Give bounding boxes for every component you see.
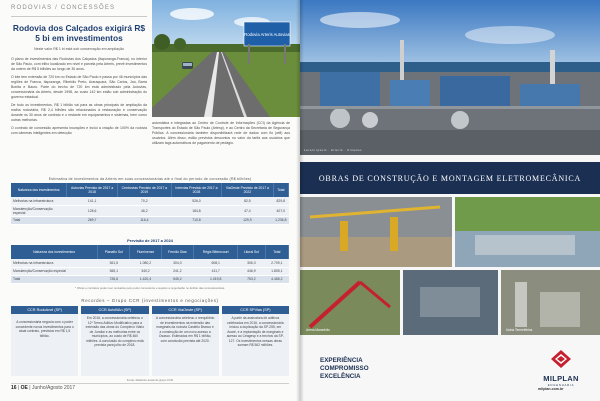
table-header: Planalto Sul [98, 245, 130, 259]
ad-url[interactable]: milplan.com.br [538, 387, 564, 391]
table-header: Natureza dos investimentos [11, 245, 98, 259]
recordes-box-head: CCR AutoBAn (SP) [81, 306, 148, 314]
advertisement-page [300, 0, 600, 401]
table-cell: 446,9 [238, 267, 266, 275]
milplan-logo [536, 350, 586, 387]
page-number: 16 [11, 385, 17, 391]
table-header: Litoral Sul [238, 245, 266, 259]
recordes-source: Fonte: Relatório anual do grupo CCR [126, 378, 174, 382]
table-cell: Melhorias na infraestrutura [11, 259, 98, 267]
plant-illustration [300, 0, 600, 155]
recordes-box-body: A partir da assinatura de aditivos celebrados em 2016, a concessionária iniciou a duplicação da SP-255, em Avaré, e a implantação de marginais e acesso ao Ceagesp e a trechos da SP-127. Os investimentos nessas obras somam R$ 562 milhões. [226, 316, 285, 347]
table-cell: 340,2 [130, 267, 161, 275]
investment-table-arteris [11, 175, 289, 225]
table-cell: 82,5 [222, 197, 273, 205]
table-cell: 306,3 [238, 259, 266, 267]
table-cell: Total [11, 275, 98, 283]
table-cell: 1.805,1 [265, 267, 288, 275]
page-footer [11, 385, 75, 391]
table-cell: 1.019,8 [194, 275, 238, 283]
recordes-box-head: CCR ViaOeste (SP) [152, 306, 219, 314]
recordes-box-body: A concessionária celebrou o reequilíbrio de investimentos na extensão das marginais da rodovia Castello Branco e a construção de um novo acesso a Osasco. Estimados em R$ 1 bilhão, com conclusão prevista até 2020. [155, 316, 215, 343]
article-subhead: Neste valor R$ 1 bi está sob conservação em ampliação [34, 47, 124, 51]
tagline-line: COMPROMISSO [320, 365, 369, 372]
tagline-line: EXPERIÊNCIA [320, 357, 363, 364]
paragraph: O plano de investimentos das Rodovias dos Calçados (Itaporanga-Franca), no interior de São Paulo, com trilho localizado em nível e parcela pela Arteris, prevê investimentos da ordem de R$ 5 bilhões ao longo de 30 anos. [11, 57, 147, 71]
table-cell: 407,0 [273, 205, 288, 216]
table-cell: 1.236,8 [273, 216, 288, 224]
table-cell: 46,2 [117, 205, 171, 216]
investment-table-2017-2024 [11, 236, 289, 290]
magazine-name: OE [20, 385, 28, 391]
table-footnote: * Obras e contratos podem ser revisados pelo poder concedente e sujeitos a negociação no âmbito das concessionárias. [74, 285, 226, 290]
table-header: Total [273, 183, 288, 197]
table-cell: 753,2 [238, 275, 266, 283]
recordes-box-head: CCR RodoAnel (SP) [11, 306, 78, 314]
paragraph: automática e integradas ao Centro de Controle de Informações (CCI) da Agência de Transportes do Estado de São Paulo (Artesp), e ao Centro da Secretaria de Segurança Pública. A concessionária também disponibilizará rede de dados com fio (wifi) aos usuários. Além disso, estão previstos descontos no valor da tarifa aos usuários que utilizam tags automáticos de pagamento de pedágio. [152, 121, 290, 145]
ad-photo-collage [300, 197, 600, 335]
table-cell: Melhorias na infraestrutura [11, 197, 67, 205]
recordes-box-body: Em 2016, a concessionária celebrou o 12º Termo Aditivo Modificativo para a extensão das obras do Complexo Viário de Jundiaí e as melhorias entre os municípios, ao custo de R$ 460 milhões. A conclusão do complexo está prevista para julho de 2018. [85, 316, 145, 347]
table-header: ViaOeste Previsto de 2017 a 2022 [222, 183, 273, 197]
table-cell: 829,8 [273, 197, 288, 205]
table-header: Total [265, 245, 288, 259]
section-label: RODOVIAS / CONCESSÕES [11, 5, 116, 11]
table-title-text: Estimativa de investimentos da Arteris em suas concessionárias até o final do período de concessão [48, 177, 229, 181]
collage-illustration [300, 197, 600, 335]
table-cell: 411,7 [194, 267, 238, 275]
footer-separator: | [29, 385, 31, 391]
table-header: Régis Bittencourt [194, 245, 238, 259]
table-row [11, 197, 289, 205]
table-cell: 141,1 [67, 197, 118, 205]
table-row [11, 205, 289, 216]
recordes-box-body: A concessionária negocia com o poder concedente novos investimentos para o atual contrato, previstos em R$ 1,5 bilhão. [15, 320, 74, 338]
table-cell: 726,6 [98, 275, 130, 283]
table-cell: 361,5 [98, 259, 130, 267]
road-sign-text: Rodovia Arteris Autovias [244, 32, 290, 37]
footer-separator: | [17, 385, 20, 391]
issue-date: Junho/Agosto 2017 [31, 385, 76, 391]
recordes-box [152, 306, 219, 376]
road-illustration [152, 0, 300, 117]
article-column-2 [152, 121, 290, 149]
table-header-row [11, 183, 289, 197]
logo-sub: ENGENHARIA [547, 383, 575, 387]
logo-name: MILPLAN [543, 374, 579, 383]
page-gutter [296, 0, 304, 401]
table-cell: 128,6 [67, 205, 118, 216]
table-row-total [11, 216, 289, 224]
collage-caption: Usina Termelétrica [506, 328, 533, 332]
table-cell: 710,8 [171, 216, 221, 224]
top-divider [11, 16, 147, 17]
table-header: Centrovias Previsto de 2017 a 2019 [117, 183, 171, 197]
road-photo [152, 0, 300, 117]
recordes-box-head: CCR SPVias (SP) [222, 306, 289, 314]
table-row [11, 259, 289, 267]
paragraph: O lote tem extensão de 720 km no Estado de São Paulo e passa por 46 municípios das regiões de Franca, Itaporanga, Ribeirão Preto, Araraquara, São Carlos, Jaú, Barra Bonita e Bauru. Parte do trecho de 720 km está administrado pela Autovias, concessionária da Arteris, desde 1998, ao custo 142 km estão sob administração do governo estadual. [11, 75, 147, 99]
recordes-box [222, 306, 289, 376]
table-cell: 241,2 [161, 267, 194, 275]
table-cell: 545,2 [161, 275, 194, 283]
paragraph: O contrato de concessão apresenta inovações e inclui a criação de 100% da rodovia com câmeras inteligentes em detecção [11, 126, 147, 135]
table-cell: 1.080,2 [130, 259, 161, 267]
table-header: Fluminense [130, 245, 161, 259]
data-table [11, 183, 289, 225]
table-header: Fernão Dias [161, 245, 194, 259]
article-column-1 [11, 57, 147, 139]
table-cell: 184,8 [171, 205, 221, 216]
table-cell: 4.465,2 [265, 275, 288, 283]
data-table [11, 245, 289, 284]
table-header: Natureza dos investimentos [11, 183, 67, 197]
ad-title-band [300, 162, 600, 194]
table-header: Intervias Previsto de 2017 a 2028 [171, 183, 221, 197]
recordes-boxes [11, 306, 289, 376]
tagline-line: EXCELÊNCIA [320, 373, 361, 380]
table-cell: 1.420,4 [130, 275, 161, 283]
article-headline: Rodovia dos Calçados exigirá R$ 5 bi em investimentos [12, 23, 146, 43]
table-cell: 70,2 [117, 197, 171, 205]
table-cell: 608,1 [194, 259, 238, 267]
table-cell: 47,4 [222, 205, 273, 216]
table-cell: 129,9 [222, 216, 273, 224]
table-cell: 116,4 [117, 216, 171, 224]
table-header: Autovias Previsto de 2017 a 2018 [67, 183, 118, 197]
industrial-plant-photo [300, 0, 600, 155]
table-title: Previsão de 2017 a 2024 [127, 238, 173, 243]
table-row-total [11, 275, 289, 283]
recordes-title: Recordes – Grupo CCR (investimentos e negociações) [81, 298, 219, 303]
table-cell: 304,0 [161, 259, 194, 267]
milplan-logo-icon [551, 350, 571, 368]
photo-caption: Lorem ipsum · Arteris · Cimento [304, 148, 362, 152]
ad-title: OBRAS DE CONSTRUÇÃO E MONTAGEM ELETROMECÂNICA [318, 173, 582, 183]
recordes-box [11, 306, 78, 376]
table-title [11, 175, 289, 183]
table-cell: 526,0 [171, 197, 221, 205]
table-cell: Manutenção/Conservação especial [11, 205, 67, 216]
table-cell: 365,1 [98, 267, 130, 275]
recordes-box [81, 306, 148, 376]
table-cell: 269,7 [67, 216, 118, 224]
footer-divider [11, 383, 289, 384]
collage-caption: Arena Maranhão [306, 328, 330, 332]
table-subtitle: (R$ bilhões) [229, 177, 252, 181]
table-cell: Total [11, 216, 67, 224]
paragraph: De todo os investimentos, R$ 1 bilhão vai para as obras principais de ampliação da malha rodoviária, R$ 2,4 bilhões são relacionados à restauração e conservação durante os 30 anos de contrato e o restante em equipamentos e sistemas, bem como outras melhorias. [11, 103, 147, 122]
table-header-row [11, 245, 289, 259]
ad-tagline [320, 357, 369, 381]
table-row [11, 267, 289, 275]
table-cell: Manutenção/Conservação especial [11, 267, 98, 275]
table-cell: 2.709,1 [265, 259, 288, 267]
